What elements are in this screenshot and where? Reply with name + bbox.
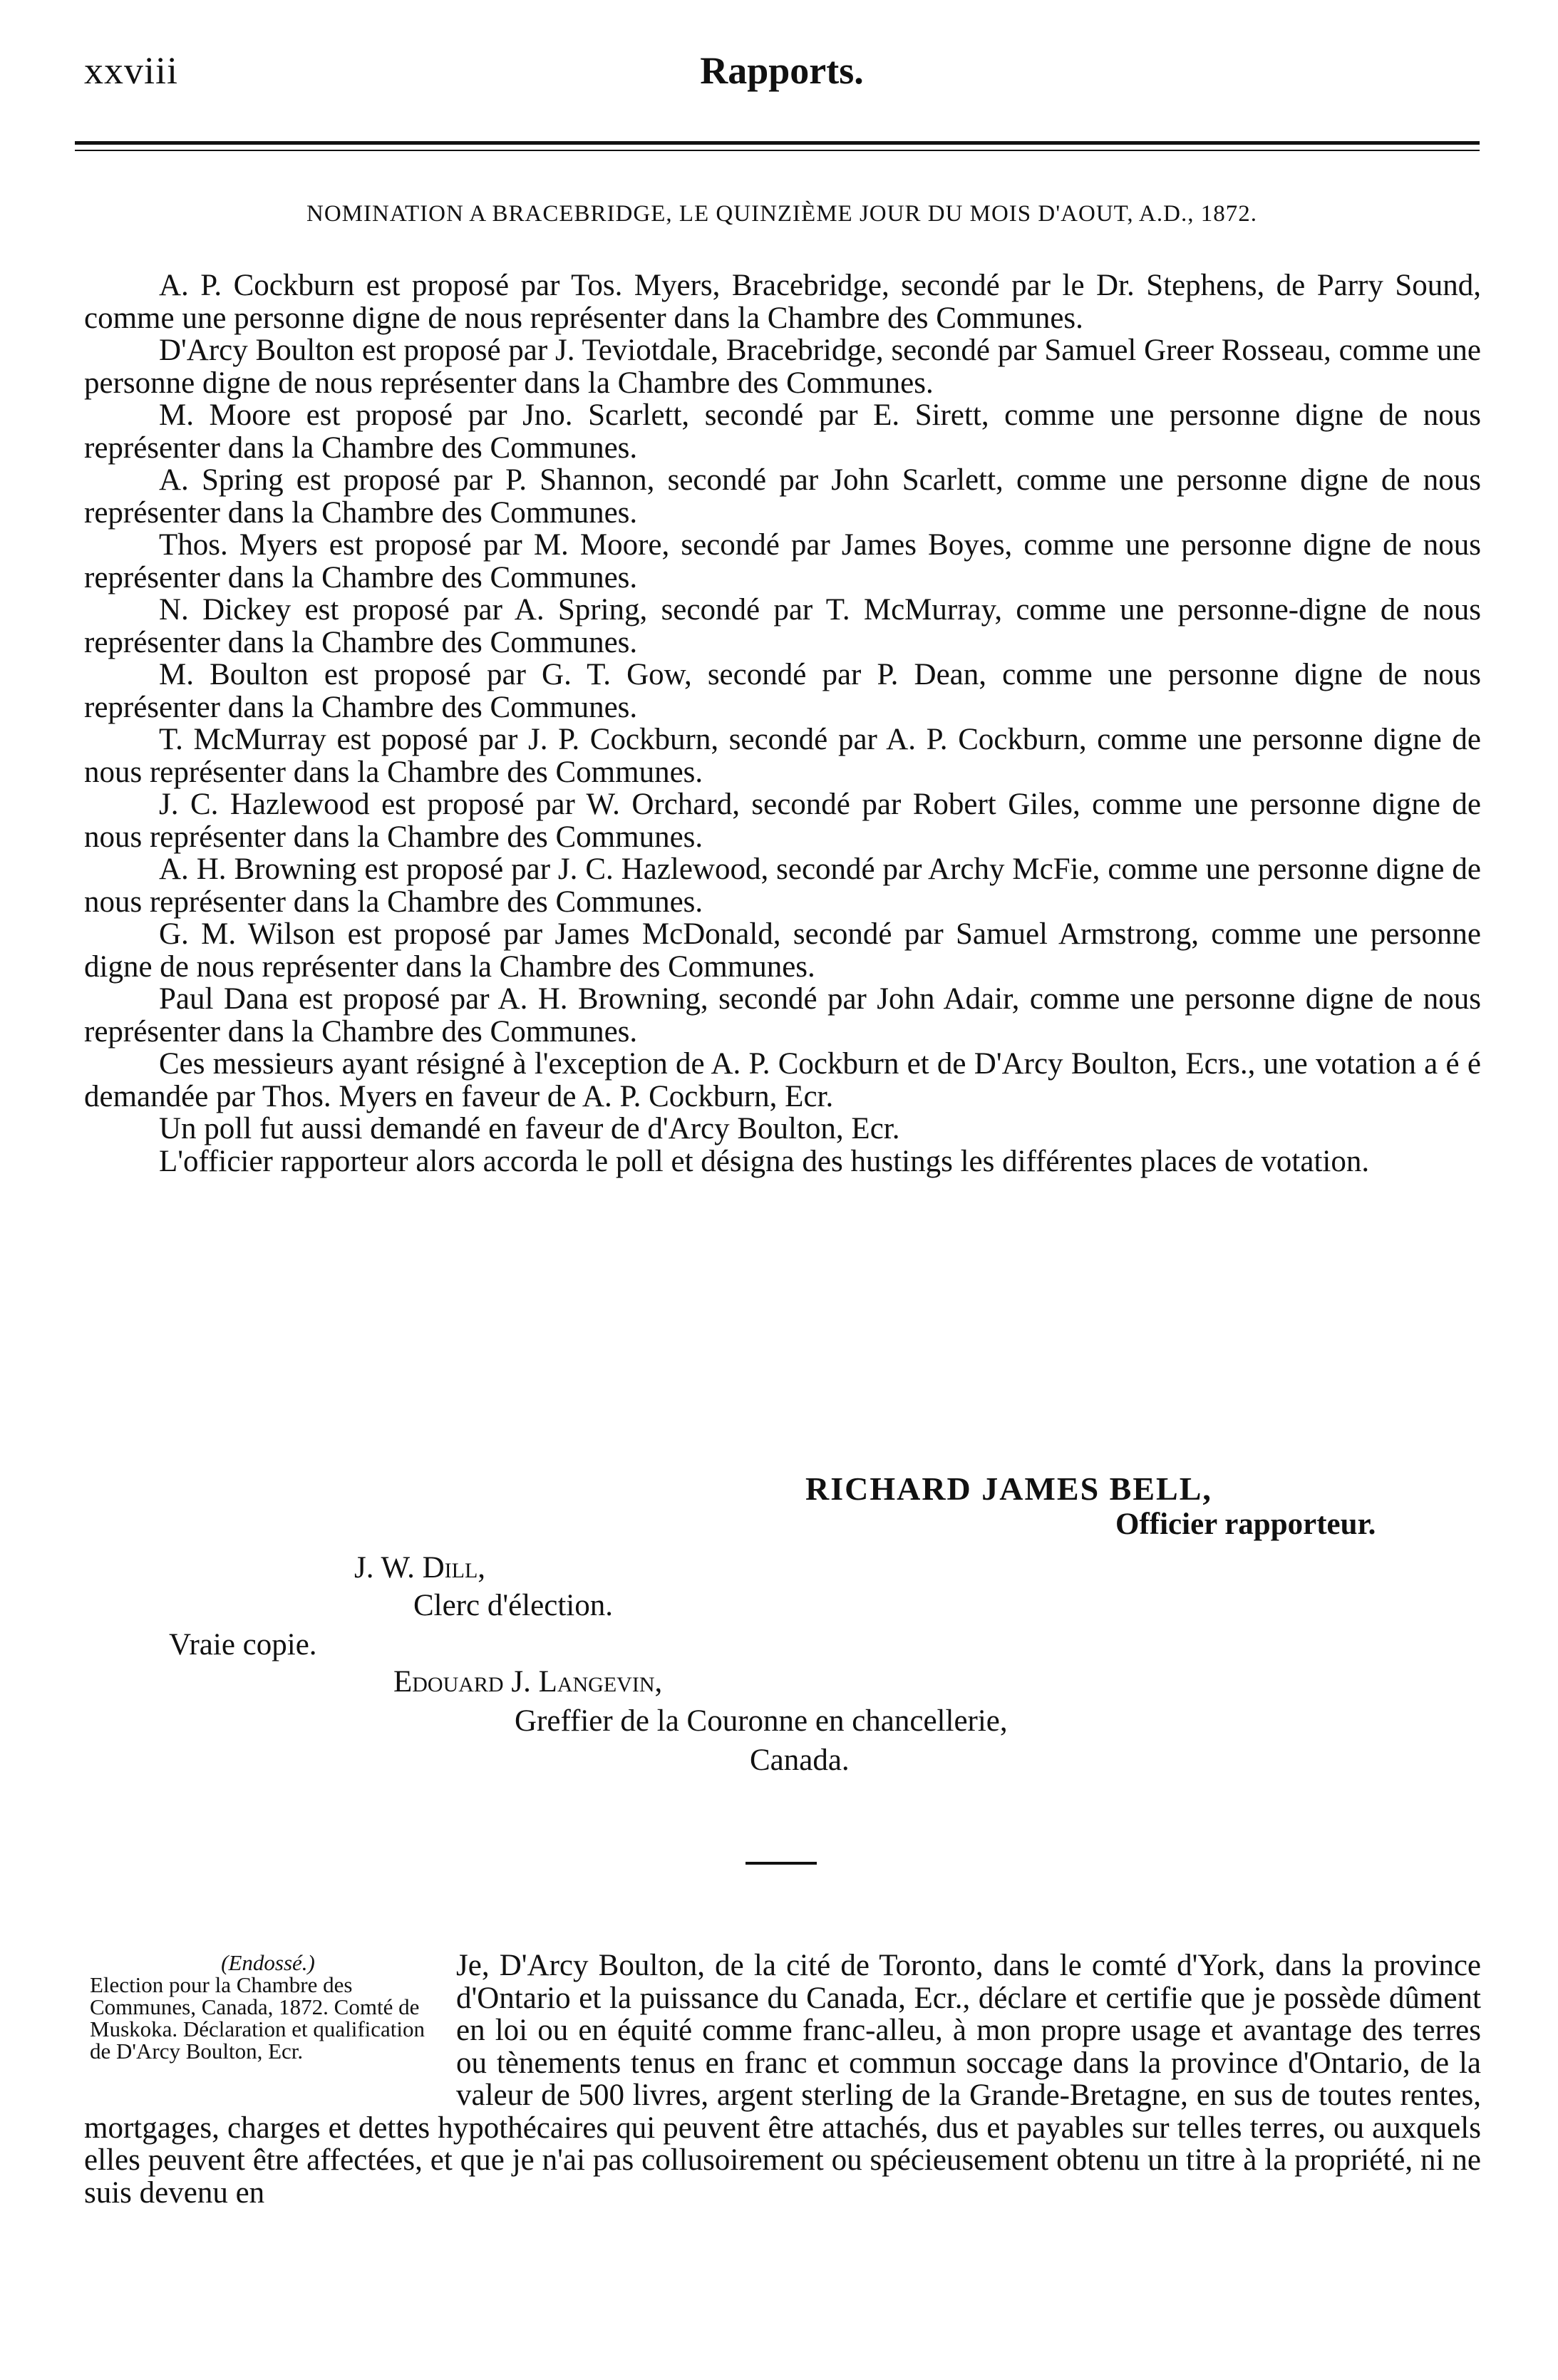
- nomination-paragraph: Thos. Myers est proposé par M. Moore, secondé par James Boyes, comme une personne digne de nous représenter dans la Chambre des Communes.: [84, 528, 1481, 594]
- true-copy-label: Vraie copie.: [169, 1628, 317, 1662]
- margin-note-text: Election pour la Chambre des Communes, Canada, 1872. Comté de Muskoka. Déclaration et qualification de D'Arcy Boulton, Ecr.: [90, 1972, 425, 2064]
- nomination-paragraph: A. P. Cockburn est proposé par Tos. Myers, Bracebridge, secondé par le Dr. Stephens, de Parry Sound, comme une personne digne de nous représenter dans la Chambre des Communes.: [84, 269, 1481, 335]
- nomination-paragraph: Un poll fut aussi demandé en faveur de d'Arcy Boulton, Ecr.: [159, 1112, 900, 1145]
- election-clerk-name: J. W. Dill,: [354, 1551, 486, 1585]
- header-rule-thick: [75, 141, 1480, 145]
- nomination-paragraph: A. Spring est proposé par P. Shannon, secondé par John Scarlett, comme une personne digne de nous représenter dans la Chambre des Communes.: [84, 463, 1481, 530]
- section-divider: [746, 1862, 817, 1865]
- nomination-paragraph: L'officier rapporteur alors accorda le poll et désigna des hustings les différentes places de votation.: [159, 1144, 1370, 1178]
- nomination-paragraph: A. H. Browning est proposé par J. C. Hazlewood, secondé par Archy McFie, comme une personne digne de nous représenter dans la Chambre des Communes.: [84, 852, 1481, 919]
- crown-clerk-name: Edouard J. Langevin,: [393, 1665, 663, 1699]
- running-title: Rapports.: [700, 49, 864, 92]
- page-number: xxviii: [84, 49, 179, 92]
- crown-clerk-place: Canada.: [750, 1743, 850, 1777]
- nomination-paragraph: N. Dickey est proposé par A. Spring, secondé par T. McMurray, comme une personne-digne de nous représenter dans la Chambre des Communes.: [84, 593, 1481, 659]
- section-heading: NOMINATION A BRACEBRIDGE, LE QUINZIÈME JOUR DU MOIS D'AOUT, A.D., 1872.: [306, 201, 1257, 227]
- nomination-paragraph: D'Arcy Boulton est proposé par J. Teviotdale, Bracebridge, secondé par Samuel Greer Rosseau, comme une personne digne de nous représenter dans la Chambre des Communes.: [84, 334, 1481, 400]
- running-header: [84, 27, 1480, 113]
- election-clerk-title: Clerc d'élection.: [413, 1589, 613, 1622]
- nomination-paragraph: M. Moore est proposé par Jno. Scarlett, secondé par E. Sirett, comme une personne digne de nous représenter dans la Chambre des Communes.: [84, 398, 1481, 465]
- nomination-paragraph: T. McMurray est poposé par J. P. Cockburn, secondé par A. P. Cockburn, comme une personne digne de nous représenter dans la Chambre des Communes.: [84, 723, 1481, 789]
- nomination-paragraph: Ces messieurs ayant résigné à l'exception de A. P. Cockburn et de D'Arcy Boulton, Ecrs., une votation a é é demandée par Thos. Myers en faveur de A. P. Cockburn, Ecr.: [84, 1047, 1481, 1113]
- returning-officer-name: RICHARD JAMES BELL,: [805, 1470, 1212, 1507]
- margin-note: [90, 1952, 446, 2062]
- returning-officer-title: Officier rapporteur.: [1115, 1508, 1376, 1541]
- nominations-list: [84, 269, 1481, 1178]
- nomination-paragraph: M. Boulton est proposé par G. T. Gow, secondé par P. Dean, comme une personne digne de nous représenter dans la Chambre des Communes.: [84, 658, 1481, 724]
- header-rule-thin: [75, 150, 1480, 151]
- endorsed-label: (Endossé.): [221, 1950, 315, 1975]
- declaration-text: Je, D'Arcy Boulton, de la cité de Toronto, dans le comté d'York, dans la province d'Ontario et la puissance du Canada, Ecr., déclare et certifie que je possède dûment en loi ou en équité comme franc-alleu, à mon propre usage et avantage des terres ou tènements tenus en franc et commun soccage dans la province d'Ontario, de la valeur de 500 livres, argent sterling de la Grande-Bretagne, en sus de toutes rentes, mortgages, charges et dettes hypothécaires qui peuvent être attachés, dus et payables sur telles terres, ou auxquels elles peuvent être affectées, et que je n'ai pas collusoirement ou spécieusement obtenu un titre à la propriété, ni ne suis devenu en: [84, 1949, 1481, 2210]
- nomination-paragraph: G. M. Wilson est proposé par James McDonald, secondé par Samuel Armstrong, comme une personne digne de nous représenter dans la Chambre des Communes.: [84, 917, 1481, 984]
- crown-clerk-title: Greffier de la Couronne en chancellerie,: [515, 1704, 1008, 1738]
- nomination-paragraph: J. C. Hazlewood est proposé par W. Orchard, secondé par Robert Giles, comme une personne digne de nous représenter dans la Chambre des Communes.: [84, 788, 1481, 854]
- nomination-paragraph: Paul Dana est proposé par A. H. Browning, secondé par John Adair, comme une personne digne de nous représenter dans la Chambre des Communes.: [84, 982, 1481, 1049]
